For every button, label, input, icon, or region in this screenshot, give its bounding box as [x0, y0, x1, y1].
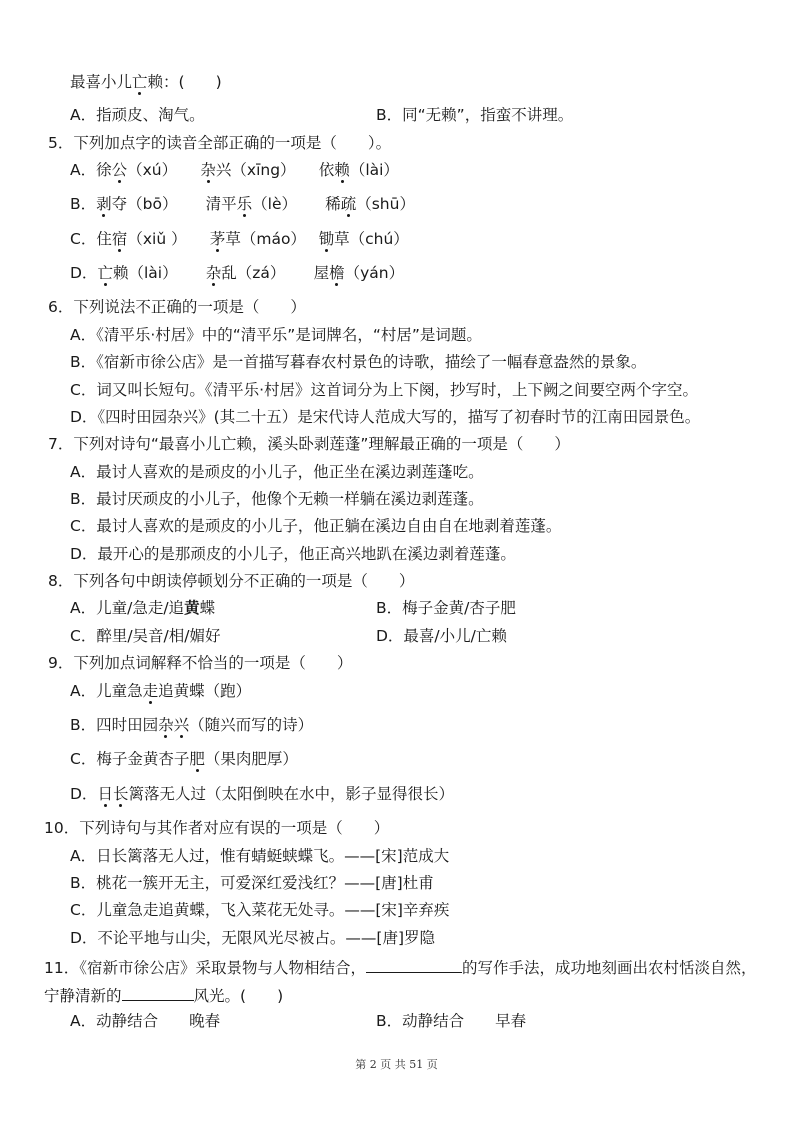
text-line-q8a — [70, 598, 215, 618]
text-segment: （xú） — [127, 161, 201, 179]
text-line-q9b — [70, 715, 313, 735]
text-line-q10c — [70, 900, 449, 920]
text-line-q10 — [44, 818, 389, 838]
text-line-q7c — [70, 516, 561, 536]
dotted-char: 亡 — [132, 73, 148, 91]
dotted-char: 宿 — [111, 230, 128, 248]
text-segment: D．《四时田园杂兴》(其二十五）是宋代诗人范成大写的，描写了初春时节的江南田园景色。 — [70, 408, 701, 426]
text-segment: B．桃花一簇开无主，可爱深红爱浅红？——[唐]杜甫 — [70, 874, 434, 892]
text-segment: 赖：( ) — [147, 73, 222, 91]
text-segment: 8．下列各句中朗读停顿划分不正确的一项是（ ） — [48, 572, 415, 590]
text-segment: 6．下列说法不正确的一项是（ ） — [48, 298, 306, 316]
text-segment: （xiǔ ） — [127, 230, 210, 248]
text-segment: C．醉里/吴音/相/媚好 — [70, 627, 221, 645]
text-line-q7a — [70, 462, 484, 482]
text-segment: D． — [70, 264, 98, 282]
dotted-char: 杂 — [158, 716, 174, 734]
text-line-q6c — [70, 380, 698, 400]
text-segment: B．动静结合 早春 — [376, 1012, 527, 1030]
text-segment: A．日长篱落无人过，惟有蜻蜓蛱蝶飞。——[宋]范成大 — [70, 847, 450, 865]
text-line-q8c — [70, 626, 221, 646]
text-segment: 最喜小儿 — [70, 73, 133, 91]
text-line-q7d — [70, 544, 516, 564]
text-segment: 篱落无人过（太阳倒映在水中，影子显得很长） — [128, 785, 454, 803]
text-segment: C．住 — [70, 230, 112, 248]
text-line-q9c — [70, 749, 298, 769]
text-line-q8d — [376, 626, 507, 646]
text-segment: A．儿童/急走/追 — [70, 599, 185, 617]
text-line-q7 — [48, 434, 570, 454]
text-segment: 宁静清新的 — [44, 987, 122, 1005]
text-line-q8 — [48, 571, 414, 591]
fill-in-blank — [366, 956, 462, 973]
text-segment: B．《宿新市徐公店》是一首描写暮春农村景色的诗歌，描绘了一幅春意盎然的景象。 — [70, 353, 647, 371]
dotted-char: 赖 — [334, 161, 350, 179]
text-segment: C．最讨人喜欢的是顽皮的小儿子，他正躺在溪边自由自在地剥着莲蓬。 — [70, 517, 562, 535]
text-line-q11b — [44, 984, 283, 1006]
text-segment: （yán） — [344, 264, 405, 282]
text-segment: （lè） 稀 — [252, 195, 341, 213]
text-segment: A．儿童急 — [70, 682, 143, 700]
dotted-char: 疏 — [340, 195, 357, 213]
text-segment: 的写作手法，成功地刻画出农村恬淡自然， — [461, 959, 757, 977]
text-segment: 夺（bō） 清平 — [111, 195, 237, 213]
text-line-q5d — [70, 263, 404, 283]
text-segment: B．同“无赖”，指蛮不讲理。 — [376, 106, 574, 124]
text-segment: C．梅子金黄杏子 — [70, 750, 190, 768]
text-line-q5c — [70, 229, 409, 249]
text-segment: A．徐 — [70, 161, 112, 179]
text-line-q10b — [70, 873, 434, 893]
text-segment: 蝶 — [199, 599, 216, 617]
text-segment: A．最讨人喜欢的是顽皮的小儿子，他正坐在溪边剥莲蓬吃。 — [70, 463, 484, 481]
dotted-char: 兴 — [173, 716, 190, 734]
text-line-q11a — [70, 1011, 220, 1031]
fill-in-blank — [122, 984, 194, 1001]
text-segment: 5．下列加点字的读音全部正确的一项是（ ）。 — [48, 134, 392, 152]
dotted-char: 杂 — [205, 264, 222, 282]
text-line-q10d — [70, 928, 435, 948]
text-segment: 赖（lài） — [112, 264, 206, 282]
text-line-q6a — [70, 325, 482, 345]
dotted-char: 茅 — [209, 230, 226, 248]
text-line-q9 — [48, 653, 352, 673]
text-line-q7b — [70, 489, 484, 509]
dotted-char: 杂 — [200, 161, 216, 179]
dotted-char: 锄 — [318, 230, 335, 248]
text-segment: B．四时田园 — [70, 716, 159, 734]
text-line-q9d — [70, 784, 454, 804]
text-segment: B．梅子金黄/杏子肥 — [376, 599, 516, 617]
dotted-char: 走 — [142, 682, 159, 700]
text-segment: （shū） — [356, 195, 415, 213]
dotted-char: 肥 — [189, 750, 205, 768]
text-segment: D．不论平地与山尖，无限风光尽被占。——[唐]罗隐 — [70, 929, 436, 947]
text-segment: 10．下列诗句与其作者对应有误的一项是（ ） — [44, 819, 390, 837]
text-line-q6b — [70, 352, 646, 372]
dotted-char: 檐 — [329, 264, 345, 282]
text-line-q8b — [376, 598, 516, 618]
text-line-q10a — [70, 846, 449, 866]
dotted-char: 日 — [97, 785, 113, 803]
text-line-q9a — [70, 681, 251, 701]
text-segment: C．儿童急走追黄蝶，飞入菜花无处寻。——[宋]辛弃疾 — [70, 901, 450, 919]
dotted-char: 长 — [112, 785, 129, 803]
text-segment: B．最讨厌顽皮的小儿子，他像个无赖一样躺在溪边剥莲蓬。 — [70, 490, 484, 508]
text-segment: C．词又叫长短句。《清平乐·村居》这首词分为上下阕，抄写时，上下阙之间要空两个字空。 — [70, 381, 699, 399]
text-segment: 7．下列对诗句“最喜小儿亡赖，溪头卧剥莲蓬”理解最正确的一项是（ ） — [48, 435, 570, 453]
text-segment: 黄 — [184, 599, 200, 617]
dotted-char: 亡 — [97, 264, 113, 282]
text-segment: 风光。( ) — [193, 987, 284, 1005]
text-line-q5a — [70, 160, 399, 180]
text-line-q11 — [44, 956, 757, 978]
text-segment: D．最喜/小儿/亡赖 — [376, 627, 507, 645]
dotted-char: 公 — [111, 161, 128, 179]
text-segment: 追黄蝶（跑） — [158, 682, 252, 700]
text-segment: （lài） — [349, 161, 399, 179]
text-line-q6 — [48, 297, 306, 317]
text-segment: A．《清平乐·村居》中的“清平乐”是词牌名，“村居”是词题。 — [70, 326, 482, 344]
text-segment: B． — [70, 195, 97, 213]
dotted-char: 剥 — [96, 195, 112, 213]
text-line-q5b — [70, 194, 415, 214]
text-line-l2b — [376, 105, 573, 125]
text-segment: 9．下列加点词解释不恰当的一项是（ ） — [48, 654, 353, 672]
text-segment: A．指顽皮、淘气。 — [70, 106, 205, 124]
text-segment: （果肉肥厚） — [204, 750, 298, 768]
text-segment: D． — [70, 785, 98, 803]
text-segment: A．动静结合 晚春 — [70, 1012, 221, 1030]
text-segment: 11．《宿新市徐公店》采取景物与人物相结合， — [44, 959, 366, 977]
text-segment: 草（máo） — [225, 230, 319, 248]
text-segment: 草（chú） — [334, 230, 409, 248]
text-segment: 乱（zá） 屋 — [221, 264, 330, 282]
text-line-l2a — [70, 105, 205, 125]
dotted-char: 乐 — [236, 195, 253, 213]
text-line-q5 — [48, 133, 391, 153]
text-segment: （随兴而写的诗） — [189, 716, 314, 734]
text-segment: D．最开心的是那顽皮的小儿子，他正高兴地趴在溪边剥着莲蓬。 — [70, 545, 516, 563]
page-footer: 第 2 页 共 51 页 — [355, 1058, 438, 1071]
text-line-q11c — [376, 1011, 526, 1031]
text-segment: 兴（xīng） 依 — [215, 161, 335, 179]
text-line-l1 — [70, 72, 222, 92]
text-line-q6d — [70, 407, 700, 427]
